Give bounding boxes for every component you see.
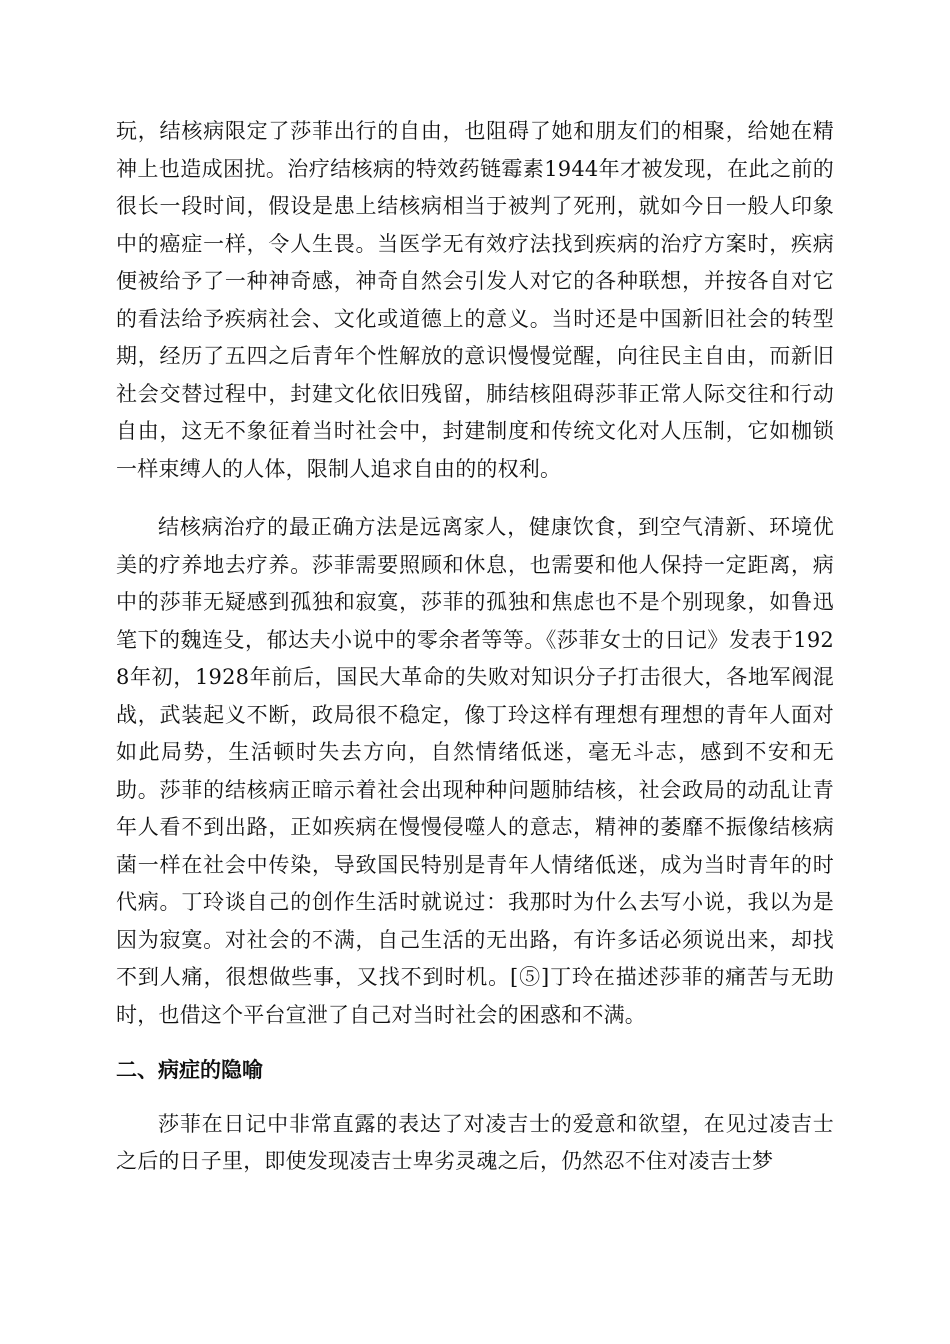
section-heading: 二、病症的隐喻 xyxy=(116,1058,263,1082)
heading-spacer-after xyxy=(116,1090,834,1106)
paragraph-3: 莎菲在日记中非常直露的表达了对凌吉士的爱意和欲望，在见过凌吉士之后的日子里，即使发现凌吉士卑劣灵魂之后，仍然忍不住对凌吉士梦 xyxy=(116,1111,834,1173)
document-page xyxy=(116,113,834,1181)
paragraph-2: 结核病治疗的最正确方法是远离家人，健康饮食，到空气清新、环境优美的疗养地去疗养。莎菲需要照顾和休息，也需要和他人保持一定距离，病中的莎菲无疑感到孤独和寂寞，莎菲的孤独和焦虑也不是个别现象，如鲁迅笔下的魏连殳，郁达夫小说中的零余者等等。《莎菲女士的日记》发表于1928年初，1928年前后，国民大革命的失败对知识分子打击很大，各地军阀混战，武装起义不断，政局很不稳定，像丁玲这样有理想有理想的青年人面对如此局势，生活顿时失去方向，自然情绪低迷，毫无斗志，感到不安和无助。莎菲的结核病正暗示着社会出现种种问题肺结核，社会政局的动乱让青年人看不到出路，正如疾病在慢慢侵噬人的意志，精神的萎靡不振像结核病菌一样在社会中传染，导致国民特别是青年人情绪低迷，成为当时青年的时代病。丁玲谈自己的创作生活时就说过：我那时为什么去写小说，我以为是因为寂寞。对社会的不满，自己生活的无出路，有许多话必须说出来，却找不到人痛，很想做些事，又找不到时机。[⑤]丁玲在描述莎菲的痛苦与无助时，也借这个平台宣泄了自己对当时社会的困惑和不满。 xyxy=(116,515,834,1027)
paragraph-1: 玩，结核病限定了莎菲出行的自由，也阻碍了她和朋友们的相聚，给她在精神上也造成困扰。治疗结核病的特效药链霉素1944年才被发现，在此之前的很长一段时间，假设是患上结核病相当于被判了死刑，就如今日一般人印象中的癌症一样，令人生畏。当医学无有效疗法找到疾病的治疗方案时，疾病便被给予了一种神奇感，神奇自然会引发人对它的各种联想，并按各自对它的看法给予疾病社会、文化或道德上的意义。当时还是中国新旧社会的转型期，经历了五四之后青年个性解放的意识慢慢觉醒，向往民主自由，而新旧社会交替过程中，封建文化依旧残留，肺结核阻碍莎菲正常人际交往和行动自由，这无不象征着当时社会中，封建制度和传统文化对人压制，它如枷锁一样束缚人的人体，限制人追求自由的的权利。 xyxy=(116,119,834,481)
paragraph-spacer xyxy=(116,488,834,509)
heading-spacer-before xyxy=(116,1034,834,1052)
